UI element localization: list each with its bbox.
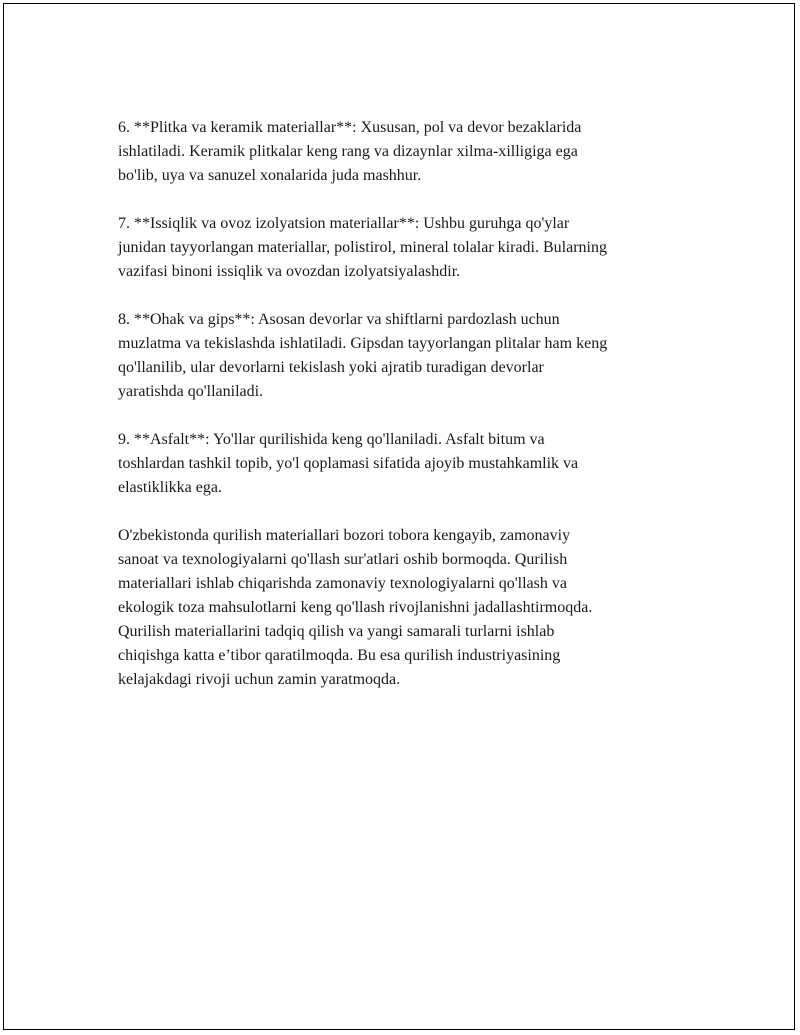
paragraph-conclusion	[118, 524, 708, 692]
document-body	[118, 116, 708, 716]
text-line: yaratishda qo'llaniladi.	[118, 383, 264, 400]
text-line: elastiklikka ega.	[118, 479, 222, 496]
text-line: vazifasi binoni issiqlik va ovozdan izolyatsiyalashdir.	[118, 263, 461, 280]
paragraph-plitka	[118, 116, 708, 188]
text-line: chiqishga katta e’tibor qaratilmoqda. Bu esa qurilish industriyasining	[118, 647, 561, 664]
text-line: qo'llanilib, ular devorlarni tekislash yoki ajratib turadigan devorlar	[118, 359, 544, 376]
text-line: Qurilish materiallarini tadqiq qilish va yangi samarali turlarni ishlab	[118, 623, 555, 640]
text-line: toshlardan tashkil topib, yo'l qoplamasi sifatida ajoyib mustahkamlik va	[118, 455, 579, 472]
paragraph-izolyatsiya	[118, 212, 708, 284]
text-line: muzlatma va tekislashda ishlatiladi. Gipsdan tayyorlangan plitalar ham keng	[118, 335, 608, 352]
text-line: kelajakdagi rivoji uchun zamin yaratmoqda.	[118, 671, 401, 688]
text-line: ekologik toza mahsulotlarni keng qo'llash rivojlanishni jadallashtirmoqda.	[118, 599, 593, 616]
text-line: junidan tayyorlangan materiallar, polistirol, mineral tolalar kiradi. Bularning	[118, 239, 607, 256]
text-line: 7. **Issiqlik va ovoz izolyatsion materiallar**: Ushbu guruhga qo'ylar	[118, 215, 570, 232]
text-line: sanoat va texnologiyalarni qo'llash sur'atlari oshib bormoqda. Qurilish	[118, 551, 568, 568]
paragraph-asfalt	[118, 428, 708, 500]
text-line: ishlatiladi. Keramik plitkalar keng rang va dizaynlar xilma-xilligiga ega	[118, 143, 578, 160]
text-line: 6. **Plitka va keramik materiallar**: Xususan, pol va devor bezaklarida	[118, 119, 582, 136]
text-line: O'zbekistonda qurilish materiallari bozori tobora kengayib, zamonaviy	[118, 527, 571, 544]
text-line: bo'lib, uya va sanuzel xonalarida juda mashhur.	[118, 167, 422, 184]
text-line: 9. **Asfalt**: Yo'llar qurilishida keng qo'llaniladi. Asfalt bitum va	[118, 431, 545, 448]
text-line: 8. **Ohak va gips**: Asosan devorlar va shiftlarni pardozlash uchun	[118, 311, 560, 328]
text-line: materiallari ishlab chiqarishda zamonaviy texnologiyalarni qo'llash va	[118, 575, 567, 592]
paragraph-ohak-gips	[118, 308, 708, 404]
